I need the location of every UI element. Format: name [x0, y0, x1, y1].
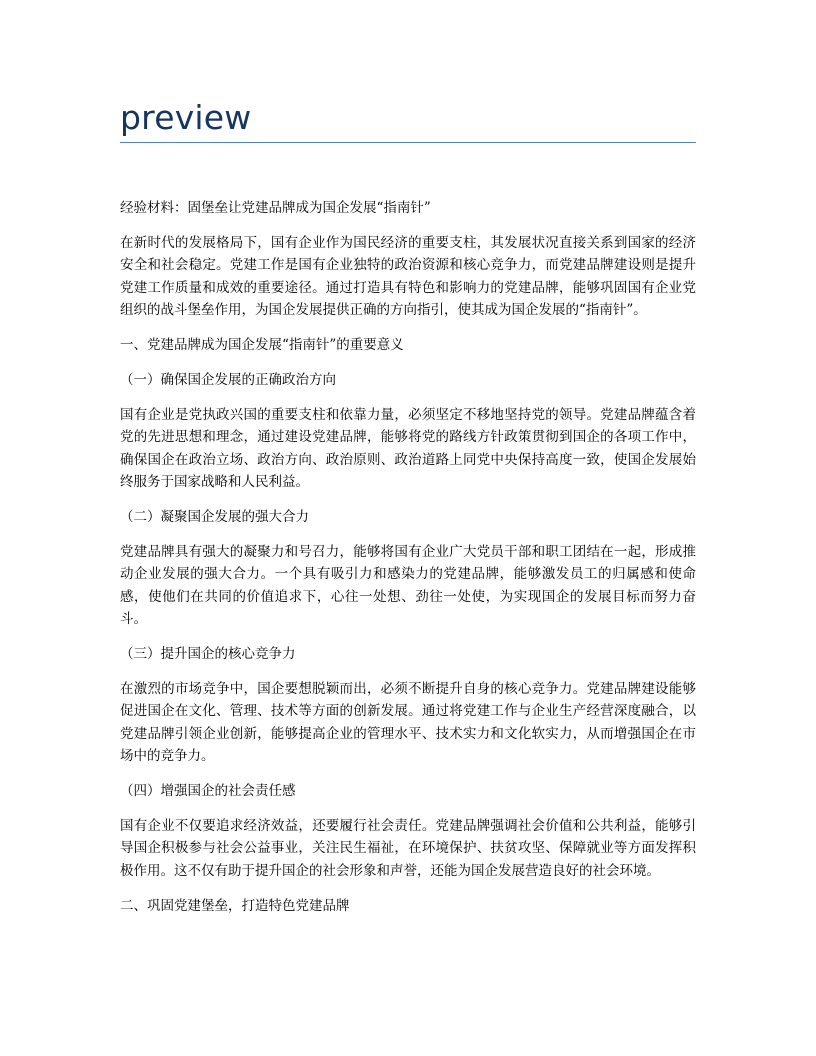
doc-subtitle: 经验材料：固堡垒让党建品牌成为国企发展“指南针” — [120, 200, 431, 216]
subsection-1-2-heading: （二）凝聚国企发展的强大合力 — [120, 508, 309, 525]
subsection-1-2-paragraph: 党建品牌具有强大的凝聚力和号召力，能够将国有企业广大党员干部和职工团结在一起，形成推动企业发展的强大合力。一个具有吸引力和感染力的党建品牌，能够激发员工的归属感和使命感，使他们在共同的价值追求下，心往一处想、劲往一处使，为实现国企的发展目标而努力奋斗。 — [120, 543, 696, 628]
subsection-1-3-heading: （三）提升国企的核心竞争力 — [120, 646, 296, 662]
title-divider — [120, 142, 696, 143]
subsection-1-1-heading: （一）确保国企发展的正确政治方向 — [120, 371, 336, 388]
subsection-1-1-paragraph: 国有企业是党执政兴国的重要支柱和依靠力量，必须坚定不移地坚持党的领导。党建品牌蕴含着党的先进思想和理念，通过建设党建品牌，能够将党的路线方针政策贯彻到国企的各项工作中，确保国企在政治立场、政治方向、政治原则、政治道路上同党中央保持高度一致，使国企发展始终服务于国家战略和人民利益。 — [120, 406, 696, 491]
subsection-1-3-paragraph: 在激烈的市场竞争中，国企要想脱颖而出，必须不断提升自身的核心竞争力。党建品牌建设能够促进国企在文化、管理、技术等方面的创新发展。通过将党建工作与企业生产经营深度融合，以党建品牌引领企业创新，能够提高企业的管理水平、技术实力和文化软实力，从而增强国企在市场中的竞争力。 — [120, 680, 696, 765]
document-page — [120, 0, 696, 930]
section-2-heading: 二、巩固党建堡垒，打造特色党建品牌 — [120, 897, 350, 914]
intro-paragraph: 在新时代的发展格局下，国有企业作为国民经济的重要支柱，其发展状况直接关系到国家的经济安全和社会稳定。党建工作是国有企业独特的政治资源和核心竞争力，而党建品牌建设则是提升党建工作质量和成效的重要途径。通过打造具有特色和影响力的党建品牌，能够巩固国有企业党组织的战斗堡垒作用，为国企发展提供正确的方向指引，使其成为国企发展的“指南针”。 — [120, 234, 696, 319]
document-title: preview — [120, 98, 252, 137]
document-body — [120, 197, 696, 917]
section-1-heading: 一、党建品牌成为国企发展“指南针”的重要意义 — [120, 337, 404, 354]
subsection-1-4-paragraph: 国有企业不仅要追求经济效益，还要履行社会责任。党建品牌强调社会价值和公共利益，能够引导国企积极参与社会公益事业，关注民生福祉，在环境保护、扶贫攻坚、保障就业等方面发挥积极作用。这不仅有助于提升国企的社会形象和声誉，还能为国企发展营造良好的社会环境。 — [120, 817, 696, 879]
subsection-1-4-heading: （四）增强国企的社会责任感 — [120, 783, 296, 800]
